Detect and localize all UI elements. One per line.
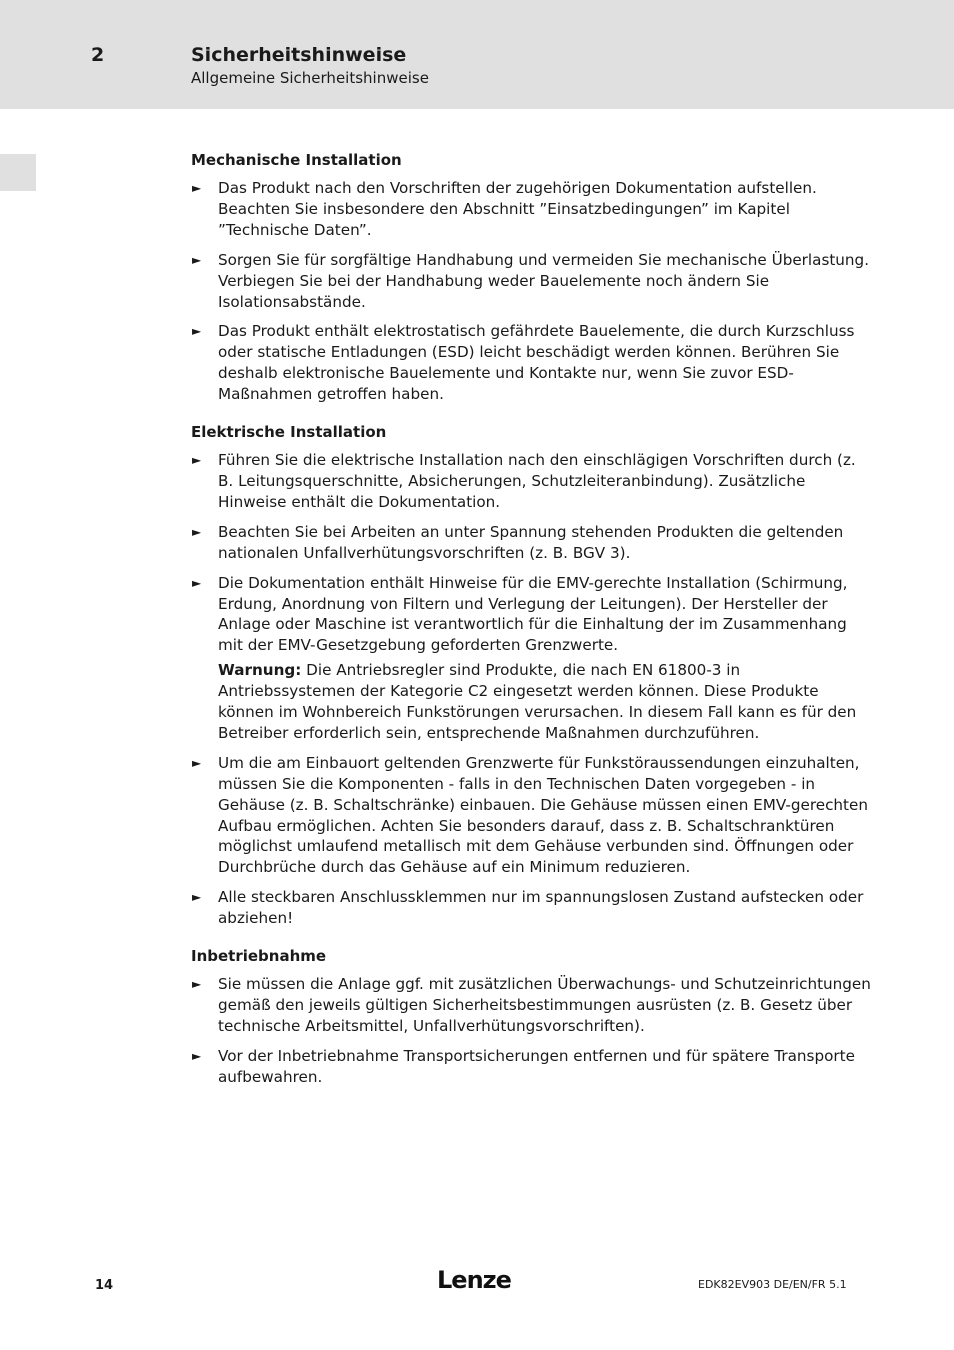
section-mechanical-installation [191,150,871,405]
bullet-arrow-icon: ► [192,324,202,339]
bullet-arrow-icon: ► [192,977,202,992]
bullet-arrow-icon: ► [192,890,202,905]
section-electrical-installation [191,422,871,929]
bullet-arrow-icon: ► [192,181,202,195]
list-item-text: Um die am Einbauort geltenden Grenzwerte für Funkstöraussendungen einzuhalten, müssen Sie die Komponenten - falls in den Technischen Daten vorgegeben - in Gehäuse (z. B. Schaltschränke) einbauen. Die Gehäuse müssen einen EMV-gerechten Aufbau ermöglichen. Achten Sie besonders darauf, dass z. B. Schaltschranktüren möglichst umlaufend metallisch mit dem Gehäuse verbunden sind. Öffnungen oder Durchbrüche durch das Gehäuse auf ein Minimum reduzieren. [218,753,868,877]
warning-text: Die Antriebsregler sind Produkte, die nach EN 61800-3 in Antriebssystemen der Kategorie C2 eingesetzt werden können. Diese Produkte können im Wohnbereich Funkstörungen verursachen. In diesem Fall kann es für den Betreiber erforderlich sein, entsprechende Maßnahmen durchzuführen. [218,661,857,742]
list-item [191,178,871,241]
list-item-text: Sie müssen die Anlage ggf. mit zusätzlichen Überwachungs- und Schutzeinrichtungen gemäß den jeweils gültigen Sicherheitsbestimmungen ausrüsten (z. B. Gesetz über technische Arbeitsmittel, Unfallverhütungsvorschriften). [218,975,871,1035]
document-id: EDK82EV903 DE/EN/FR 5.1 [698,1278,847,1291]
list-item-text: Die Dokumentation enthält Hinweise für die EMV-gerechte Installation (Schirmung, Erdung, Anordnung von Filtern und Verlegung der Leitungen). Der Hersteller der Anlage oder Maschine ist verantwortlich für die Einhaltung der im Zusammenhang mit der EMV-Gesetzgebung geforderten Grenzwerte. [218,573,848,655]
bullet-arrow-icon: ► [192,453,202,468]
warning-note [218,660,871,744]
list-item [191,753,871,878]
page-header [0,0,954,109]
list-item [191,1046,871,1088]
list-item [191,250,871,313]
list-item [191,450,871,513]
list-item-text: Vor der Inbetriebnahme Transportsicherungen entfernen und für spätere Transporte aufbewahren. [218,1046,855,1086]
chapter-side-tab [0,154,36,191]
list-item [191,522,871,564]
list-item-text: Alle steckbaren Anschlussklemmen nur im spannungslosen Zustand aufstecken oder abziehen! [218,888,864,928]
list-item [191,974,871,1037]
bullet-arrow-icon: ► [192,524,202,539]
bullet-arrow-icon: ► [192,1048,202,1063]
main-content [191,150,871,1097]
list-item-text: Das Produkt enthält elektrostatisch gefährdete Bauelemente, die durch Kurzschluss oder statische Entladungen (ESD) leicht beschädigt werden können. Berühren Sie deshalb elektronische Bauelemente und Kontakte nur, wenn Sie zuvor ESD-Maßnahmen getroffen haben. [218,322,855,404]
bullet-arrow-icon: ► [192,575,202,590]
chapter-number: 2 [91,44,105,66]
list-item-text: Sorgen Sie für sorgfältige Handhabung und vermeiden Sie mechanische Überlastung. Verbiegen Sie bei der Handhabung weder Bauelemente noch ändern Sie Isolationsabstände. [218,250,870,311]
section-heading: Mechanische Installation [191,151,402,169]
bullet-arrow-icon: ► [192,252,202,267]
warning-label: Warnung: [218,661,302,680]
list-item [191,887,871,929]
chapter-subtitle: Allgemeine Sicherheitshinweise [191,69,429,87]
section-heading: Inbetriebnahme [191,947,327,966]
list-item [191,573,871,744]
page-number: 14 [95,1278,114,1293]
bullet-arrow-icon: ► [192,755,202,770]
list-item-text: Führen Sie die elektrische Installation nach den einschlägigen Vorschriften durch (z. B. Leitungsquerschnitte, Absicherungen, Schutzleiteranbindung). Zusätzliche Hinweise enthält die Dokumentation. [218,451,856,511]
list-item-text: Beachten Sie bei Arbeiten an unter Spannung stehenden Produkten die geltenden nationalen Unfallverhütungsvorschriften (z. B. BGV 3). [218,522,844,562]
lenze-logo: Lenze [437,1266,511,1294]
list-item [191,321,871,405]
section-heading: Elektrische Installation [191,423,387,442]
list-item-text: Das Produkt nach den Vorschriften der zugehörigen Dokumentation aufstellen. Beachten Sie insbesondere den Abschnitt ”Einsatzbedingungen” im Kapitel ”Technische Daten”. [218,179,817,239]
chapter-title: Sicherheitshinweise [191,44,407,66]
section-commissioning [191,946,871,1088]
